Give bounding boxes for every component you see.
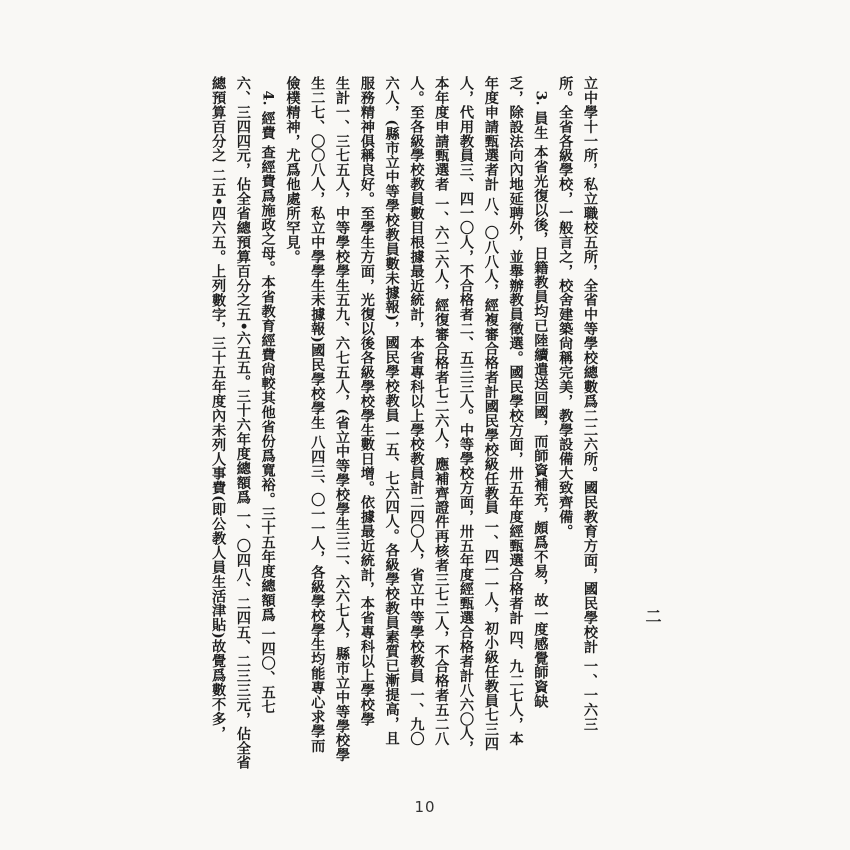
text-column-10: 服務精神俱稱良好。至學生方面，光復以後各級學校學生數日增。依據最近統計，本省專科以上學校學: [358, 76, 375, 727]
text-column-9: 六人，(縣市立中等學校教員數未據報)，國民學校教員 一五、七六四人。各級學校教員素質已漸提高，且: [383, 76, 400, 746]
text-column-11: 生計一、三七五人，中等學校學生五九、六七五人，(省立中等學校學生三二、六六七人，縣市立中等學校學: [334, 76, 351, 763]
text-column-14: 4. 經費 查經費爲施政之母。本省教育經費尙較其他省份爲寬裕。三十五年度總額爲 一四〇、五七: [259, 76, 276, 714]
text-column-6: 人，代用教員三、四一〇人，不合格者二、五三三人。中等學校方面，卅五年度經甄選合格者計八六〇人，: [458, 76, 475, 756]
text-column-8: 人。至各級學校教員數目根據最近統計，本省專科以上學校教員計二四〇人，省立中等學校教員 一、九〇: [408, 76, 425, 746]
section-page-mark: 二: [643, 608, 662, 624]
text-column-5: 年度申請甄選者計 八、〇八八人，經複審合格者計國民學校級任教員 一、四一一人，初小級任教員七三四: [482, 76, 499, 752]
text-column-4: 乏，除設法向內地延聘外，並舉辦教員徵選。國民學校方面，卅五年度經甄選合格者計 四、九二七人，本: [507, 76, 524, 746]
page-number: 10: [414, 798, 436, 816]
text-column-1: 立中學十一所，私立職校五所，全省中等學校總數爲二二六所。國民教育方面，國民學校計 一、一六三: [582, 76, 598, 732]
text-column-13: 儉樸精神，尤爲他處所罕見。: [284, 76, 301, 264]
vertical-text-body: [190, 76, 602, 796]
text-column-3: 3. 員生 本省光復以後，日籍教員均已陸續遣送回國，而師資補充，頗爲不易，故一度感覺師資缺: [532, 76, 549, 709]
text-column-15: 六、三四四元，佔全省總預算百分之五•六五五。三十六年度總額爲 一、〇四八、二四五、二三三元，佔全省: [234, 76, 251, 770]
text-column-12: 生二七、〇〇八人，私立中學學生未據報)國民學校學生 八四三、〇一一人，各級學校學生均能專心求學而: [309, 76, 326, 753]
text-column-7: 本年度申請甄選者 一、六二六人，經復審合格者七二六人，應補齊證件再核者三七二人，不合格者五二八: [433, 76, 450, 746]
text-column-16: 總預算百分之 二五•四六五。上列數字，三十五年度內未列人事費(即公教人員生活津貼)故覺爲數不多，: [210, 76, 227, 741]
text-column-2: 所。全省各級學校，一般言之，校舍建築尙稱完美，教學設備大致齊備。: [557, 76, 574, 539]
